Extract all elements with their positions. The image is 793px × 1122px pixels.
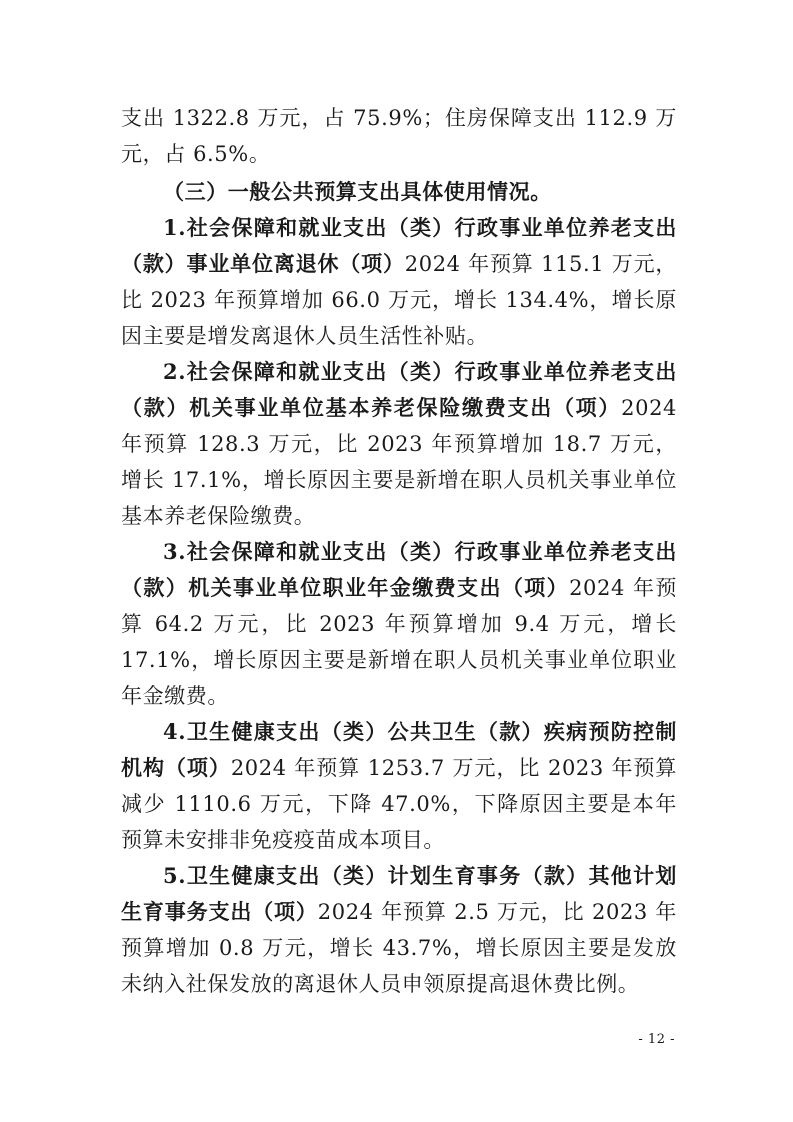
item-body-5: 2024 年预算 2.5 万元，比 2023 年预算增加 0.8 万元，增长 43.7%，增长原因主要是发放未纳入社保发放的离退休人员申领原提高退休费比例。: [121, 900, 678, 996]
section-heading: （三）一般公共预算支出具体使用情况。: [163, 179, 552, 204]
item-body-2: 2024 年预算 128.3 万元，比 2023 年预算增加 18.7 万元，增长 17.1%，增长原因主要是新增在职人员机关事业单位基本养老保险缴费。: [121, 396, 677, 528]
item-paragraph-2: [121, 354, 677, 534]
page-number: - 12 -: [638, 1032, 675, 1047]
item-heading-4: 4.卫生健康支出（类）公共卫生（款）疾病预防控制机构（项）: [121, 719, 677, 780]
intro-paragraph: 支出 1322.8 万元，占 75.9%；住房保障支出 112.9 万元，占 6.5%。: [121, 106, 677, 166]
item-paragraph-5: [121, 858, 677, 1002]
item-paragraph-3: [121, 534, 677, 714]
item-paragraph-1: [121, 210, 677, 354]
item-body-4: 2024 年预算 1253.7 万元，比 2023 年预算减少 1110.6 万元，下降 47.0%，下降原因主要是本年预算未安排非免疫疫苗成本项目。: [121, 756, 677, 852]
item-body-3: 2024 年预算 64.2 万元，比 2023 年预算增加 9.4 万元，增长 17.1%，增长原因主要是新增在职人员机关事业单位职业年金缴费。: [121, 576, 678, 708]
item-heading-5: 5.卫生健康支出（类）计划生育事务（款）其他计划生育事务支出（项）: [121, 863, 677, 924]
item-heading-3: 3.社会保障和就业支出（类）行政事业单位养老支出（款）机关事业单位职业年金缴费支出（项）: [121, 539, 677, 600]
body-text: [121, 100, 677, 1002]
item-heading-1: 1.社会保障和就业支出（类）行政事业单位养老支出（款）事业单位离退休（项）: [121, 215, 677, 276]
item-paragraph-4: [121, 714, 677, 858]
item-body-1: 2024 年预算 115.1 万元，比 2023 年预算增加 66.0 万元，增长 134.4%，增长原因主要是增发离退休人员生活性补贴。: [121, 252, 677, 348]
item-heading-2: 2.社会保障和就业支出（类）行政事业单位养老支出（款）机关事业单位基本养老保险缴费支出（项）: [121, 359, 677, 420]
